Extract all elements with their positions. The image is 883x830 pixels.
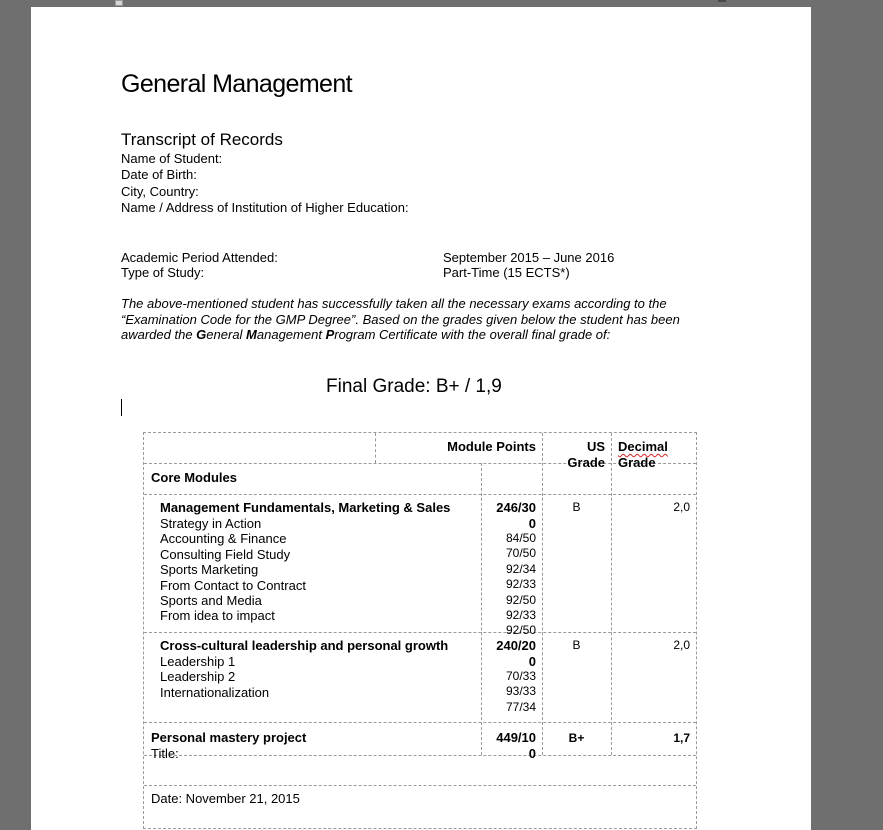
core-modules-label: Core Modules [151, 470, 237, 485]
list-item: Consulting Field Study [160, 546, 291, 562]
group-1-us-grade: B [572, 500, 581, 514]
table-divider [542, 433, 543, 755]
group-2-points: 240/20 [496, 638, 536, 653]
table-divider [144, 632, 696, 633]
group-2-items [160, 654, 269, 700]
group-1-item-points [481, 531, 536, 639]
field-institution: Name / Address of Institution of Higher Education: [121, 200, 409, 215]
field-date-of-birth: Date of Birth: [121, 167, 197, 182]
group-1-points: 246/30 [496, 500, 536, 515]
group-2-decimal-grade: 2,0 [673, 638, 690, 652]
text-cursor [121, 399, 122, 416]
project-subtitle: Title: [151, 746, 179, 761]
group-2-title: Cross-cultural leadership and personal growth [160, 638, 449, 653]
list-item: 77/34 [505, 699, 536, 714]
list-item: 84/50 [505, 531, 536, 545]
list-item: Strategy in Action [160, 516, 262, 531]
type-value: Part-Time (15 ECTS*) [443, 265, 570, 280]
document-subtitle: Transcript of Records [121, 130, 283, 149]
list-item: 92/33 [505, 577, 536, 592]
list-item: From Contact to Contract [160, 577, 306, 593]
list-item: Internationalization [160, 684, 270, 700]
list-item: 92/34 [505, 561, 536, 576]
group-1-decimal-grade: 2,0 [673, 500, 690, 514]
list-item: 92/33 [505, 607, 536, 622]
award-statement: The above-mentioned student has successfully taken all the necessary exams according to the “Examination Code for the GMP Degree”. Based on the grades given below the student has been awarded the General Management Program Certificate with the overall final grade of: [121, 296, 680, 343]
project-points: 449/10 [496, 730, 536, 745]
header-module-points: Module Points [447, 439, 536, 454]
header-decimal: Decimal [618, 439, 668, 454]
list-item: From idea to impact [160, 608, 275, 624]
final-grade: Final Grade: B+ / 1,9 [326, 376, 502, 397]
list-item: Leadership 1 [160, 654, 236, 669]
project-title: Personal mastery project [151, 730, 307, 745]
list-item: Leadership 2 [160, 669, 236, 685]
header-us: US [586, 439, 605, 454]
page-corner-handle[interactable] [115, 0, 123, 6]
group-2-points-cont: 0 [528, 654, 536, 669]
table-divider [611, 433, 612, 755]
header-us-grade: Grade [567, 455, 605, 470]
list-item: Accounting & Finance [160, 531, 287, 547]
list-item: 70/33 [505, 669, 536, 683]
table-divider [144, 494, 696, 495]
project-us-grade: B+ [568, 731, 585, 745]
list-item: Sports Marketing [160, 562, 259, 578]
issue-date: Date: November 21, 2015 [151, 791, 300, 806]
group-1-items [160, 516, 306, 624]
list-item: Sports and Media [160, 592, 262, 608]
list-item: 70/50 [505, 546, 536, 561]
table-divider [144, 722, 696, 723]
group-1-title: Management Fundamentals, Marketing & Sales [160, 500, 451, 515]
group-2-item-points [481, 669, 536, 715]
group-2-us-grade: B [572, 638, 581, 652]
document-title: General Management [121, 70, 353, 98]
grades-table[interactable] [143, 432, 697, 829]
field-city-country: City, Country: [121, 184, 199, 199]
window-top-strip [0, 0, 883, 7]
header-decimal-grade: Grade [618, 455, 656, 470]
table-divider [144, 785, 696, 786]
document-page[interactable] [31, 7, 811, 830]
type-label: Type of Study: [121, 265, 205, 280]
period-label: Academic Period Attended: [121, 250, 278, 265]
period-value: September 2015 – June 2016 [443, 250, 615, 265]
table-divider [144, 463, 696, 464]
list-item: 92/50 [505, 623, 536, 638]
group-1-points-cont: 0 [528, 516, 536, 531]
list-item: 92/50 [505, 592, 536, 607]
list-item: 93/33 [505, 684, 536, 699]
project-decimal-grade: 1,7 [673, 731, 690, 745]
page-corner-handle-right[interactable] [718, 0, 726, 2]
project-points-cont: 0 [528, 746, 536, 761]
field-name-of-student: Name of Student: [121, 151, 223, 166]
table-divider [144, 755, 696, 756]
